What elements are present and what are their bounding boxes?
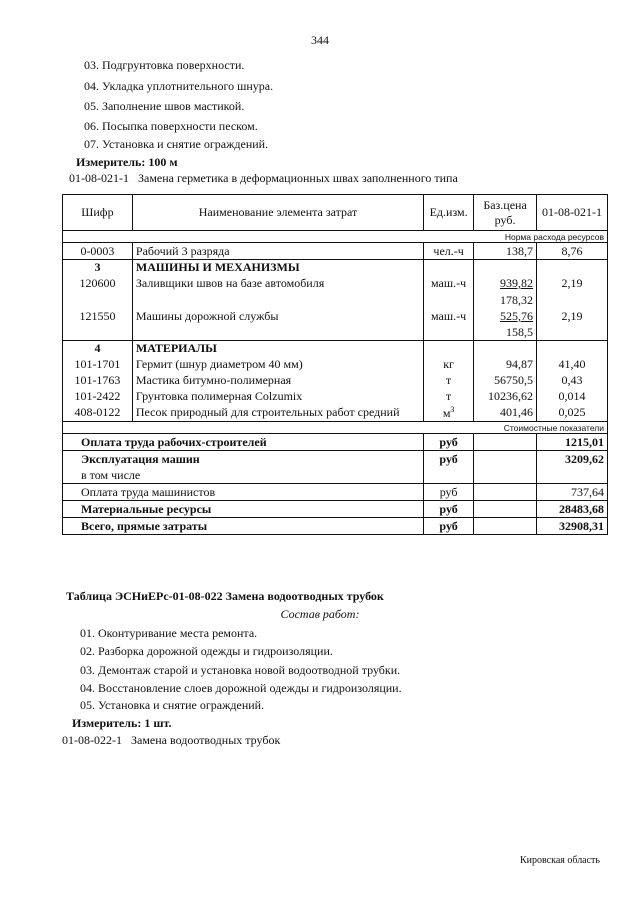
cost-label: Материальные ресурсы <box>63 501 424 518</box>
cell-price: 10236,62 <box>474 389 537 405</box>
cost-unit: руб <box>424 501 474 518</box>
cost-row <box>63 518 608 535</box>
cost-label: в том числе <box>63 468 424 484</box>
cell-unit: т <box>424 389 474 405</box>
cell-price: 401,46 <box>474 405 537 422</box>
cell-unit: маш.-ч <box>424 309 474 325</box>
cell-code: 408-0122 <box>63 405 133 422</box>
cost-unit: руб <box>424 518 474 535</box>
cost-value: 3209,62 <box>537 451 608 468</box>
work-step: 01. Оконтуривание места ремонта. <box>80 626 258 640</box>
cell-price: 138,7 <box>474 243 537 260</box>
cell-name: Машины дорожной службы <box>132 309 423 325</box>
cell-code: 0-0003 <box>63 243 133 260</box>
page-number: 344 <box>311 33 329 47</box>
cell-price: 94,87 <box>474 357 537 373</box>
cell-norm: 0,43 <box>537 373 608 389</box>
norm-caption: Норма расхода ресурсов <box>63 231 608 243</box>
unit-text: м <box>442 405 451 420</box>
table-row-sub <box>63 292 608 309</box>
cost-value: 28483,68 <box>537 501 608 518</box>
norm-caption-row <box>63 231 608 243</box>
cost-value: 1215,01 <box>537 434 608 451</box>
unit-superscript: 3 <box>450 404 455 414</box>
header-price <box>474 195 537 231</box>
footer-region: Кировская область <box>519 855 600 866</box>
table-row <box>63 243 608 260</box>
work-step: 03. Подгрунтовка поверхности. <box>84 58 245 72</box>
cost-unit: руб <box>424 451 474 468</box>
header-price-line2: руб. <box>494 212 516 227</box>
table-row <box>63 309 608 325</box>
cell-norm: 0,025 <box>537 405 608 422</box>
cell-price: 56750,5 <box>474 373 537 389</box>
cell-code: 120600 <box>63 276 133 292</box>
resource-table <box>62 194 608 535</box>
table-header-row <box>63 195 608 231</box>
cell-name: Мастика битумно-полимерная <box>132 373 423 389</box>
cell-norm: 2,19 <box>537 309 608 325</box>
cell-name: Песок природный для строительных работ средний <box>132 405 423 422</box>
cell-code: 101-2422 <box>63 389 133 405</box>
cell-price: 939,82 <box>500 276 534 290</box>
cost-row <box>63 434 608 451</box>
header-name: Наименование элемента затрат <box>132 195 423 231</box>
measure-unit: Измеритель: 1 шт. <box>72 716 172 730</box>
work-step: 04. Укладка уплотнительного шнура. <box>84 79 274 93</box>
section-row <box>63 341 608 357</box>
cost-unit: руб <box>424 484 474 501</box>
cost-row <box>63 451 608 468</box>
cell-unit: кг <box>424 357 474 373</box>
work-step: 07. Установка и снятие ограждений. <box>84 137 269 151</box>
work-step: 05. Установка и снятие ограждений. <box>80 698 265 712</box>
header-code: Шифр <box>63 195 133 231</box>
cell-unit: т <box>424 373 474 389</box>
work-step: 03. Демонтаж старой и установка новой водоотводной трубки. <box>80 663 401 677</box>
rate-code <box>62 733 280 748</box>
cost-label: Эксплуатация машин <box>63 451 424 468</box>
table-row <box>63 357 608 373</box>
section-code: 4 <box>63 341 133 357</box>
cost-caption: Стоимостные показатели <box>63 422 608 434</box>
cost-row <box>63 484 608 501</box>
cell-norm: 0,014 <box>537 389 608 405</box>
cell-price: 525,76 <box>500 309 534 323</box>
header-norm: 01-08-021-1 <box>537 195 608 231</box>
cell-price-sub: 178,32 <box>474 292 537 309</box>
cell-code: 101-1701 <box>63 357 133 373</box>
cell-code: 121550 <box>63 309 133 325</box>
work-step: 06. Посыпка поверхности песком. <box>84 119 258 133</box>
cell-price-sub: 158,5 <box>474 325 537 341</box>
measure-unit: Измеритель: 100 м <box>76 155 178 169</box>
table-row <box>63 276 608 292</box>
rate-code <box>69 171 458 186</box>
work-step: 02. Разборка дорожной одежды и гидроизоляции. <box>80 644 333 658</box>
section-name: МАШИНЫ И МЕХАНИЗМЫ <box>132 260 423 276</box>
works-title: Состав работ: <box>280 607 360 621</box>
table-row-sub <box>63 325 608 341</box>
rate-code-title: Замена водоотводных трубок <box>131 733 281 747</box>
table2-title: Таблица ЭСНиЕРс-01-08-022 Замена водоотводных трубок <box>66 589 384 603</box>
cost-caption-row <box>63 422 608 434</box>
table-row <box>63 405 608 422</box>
rate-code-title: Замена герметика в деформационных швах заполненного типа <box>138 171 458 185</box>
cell-name: Рабочий 3 разряда <box>132 243 423 260</box>
section-name: МАТЕРИАЛЫ <box>132 341 423 357</box>
cell-name: Заливщики швов на базе автомобиля <box>132 276 423 292</box>
cell-unit: маш.-ч <box>424 276 474 292</box>
cell-norm: 8,76 <box>537 243 608 260</box>
cell-unit <box>424 405 474 422</box>
cell-norm: 41,40 <box>537 357 608 373</box>
cell-code: 101-1763 <box>63 373 133 389</box>
header-unit: Ед.изм. <box>424 195 474 231</box>
header-price-line1: Баз.цена <box>483 197 527 212</box>
cost-row <box>63 501 608 518</box>
work-step: 05. Заполнение швов мастикой. <box>84 99 245 113</box>
table-row <box>63 389 608 405</box>
cost-unit: руб <box>424 434 474 451</box>
section-row <box>63 260 608 276</box>
rate-code-number: 01-08-022-1 <box>62 733 122 747</box>
cost-label: Оплата труда рабочих-строителей <box>63 434 424 451</box>
cell-norm: 2,19 <box>537 276 608 292</box>
cell-name: Гермит (шнур диаметром 40 мм) <box>132 357 423 373</box>
cost-label: Оплата труда машинистов <box>63 484 424 501</box>
cell-name: Грунтовка полимерная Colzumix <box>132 389 423 405</box>
cell-unit: чел.-ч <box>424 243 474 260</box>
work-step: 04. Восстановление слоев дорожной одежды и гидроизоляции. <box>80 681 402 695</box>
cost-row <box>63 468 608 484</box>
rate-code-number: 01-08-021-1 <box>69 171 129 185</box>
cost-value: 737,64 <box>537 484 608 501</box>
section-code: 3 <box>63 260 133 276</box>
table-row <box>63 373 608 389</box>
cost-label: Всего, прямые затраты <box>63 518 424 535</box>
cost-value: 32908,31 <box>537 518 608 535</box>
